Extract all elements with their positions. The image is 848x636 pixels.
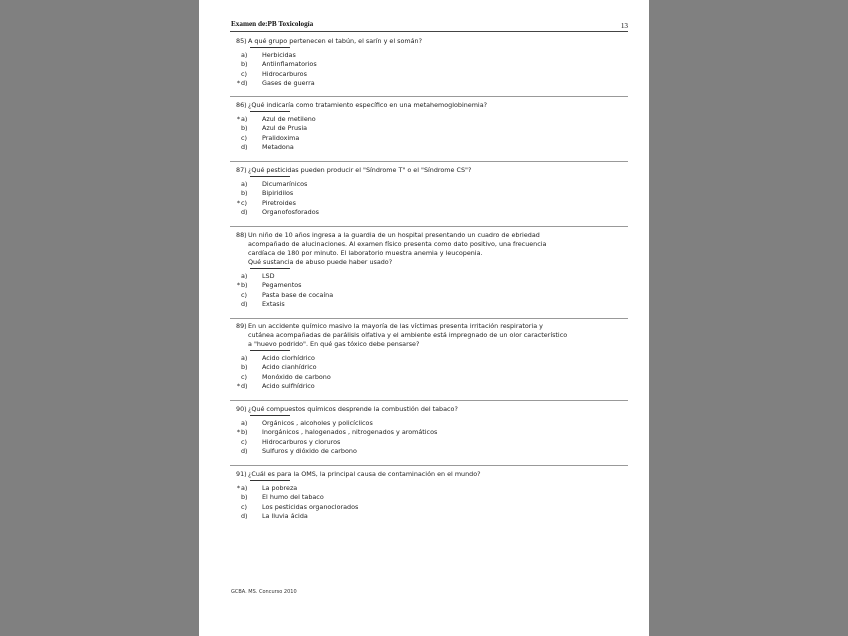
question-separator: [230, 96, 628, 97]
option-text: La lluvia ácida: [262, 511, 308, 520]
option-row: [236, 134, 628, 143]
question-stem: [236, 101, 628, 110]
option-text: Organofosforados: [262, 207, 319, 216]
option-row: [236, 354, 628, 363]
option-letter: d): [241, 446, 248, 455]
question-stem: [236, 37, 628, 46]
option-row: [236, 484, 628, 493]
option-text: Herbicidas: [262, 51, 296, 59]
option-row: [236, 180, 628, 189]
question-separator: [230, 226, 628, 227]
option-letter: d): [241, 78, 248, 87]
option-letter: c): [241, 69, 248, 78]
option-row: [236, 291, 628, 300]
option-row: [236, 115, 628, 124]
option-letter: a): [241, 51, 248, 59]
correct-answer-marker: *: [236, 198, 241, 207]
option-row: [236, 419, 628, 428]
footer-text: GCBA. MS. Concurso 2010: [231, 589, 297, 595]
option-letter: a): [241, 272, 248, 280]
option-row: [236, 428, 628, 437]
option-text: La pobreza: [262, 484, 298, 492]
option-letter: b): [241, 428, 248, 437]
question-underline: [250, 111, 290, 112]
option-row: [236, 199, 628, 208]
question-87: [236, 166, 628, 217]
option-text: El humo del tabaco: [262, 493, 324, 502]
question-89: [236, 322, 628, 391]
option-row: [236, 189, 628, 198]
option-text: Extasis: [262, 299, 285, 308]
option-letter: c): [241, 133, 248, 142]
option-row: [236, 79, 628, 88]
option-text: Azul de metileno: [262, 115, 316, 123]
option-text: Acido sulfhídrico: [262, 381, 315, 390]
option-letter: b): [241, 189, 248, 198]
option-text: Hidrocarburos: [262, 69, 307, 78]
question-88: [236, 231, 628, 309]
option-letter: b): [241, 124, 248, 133]
option-letter: b): [241, 60, 248, 69]
question-underline: [250, 268, 290, 269]
option-row: [236, 60, 628, 69]
option-text: Metadona: [262, 142, 294, 151]
question-text: A qué grupo pertenecen el tabún, el sarín y el somán?: [248, 37, 422, 45]
question-90: [236, 405, 628, 456]
question-85: [236, 37, 628, 88]
question-separator: [230, 400, 628, 401]
option-row: [236, 493, 628, 502]
option-text: Hidrocarburos y cloruros: [262, 437, 341, 446]
correct-answer-marker: *: [236, 281, 241, 290]
correct-answer-marker: *: [236, 428, 241, 437]
page-number: 13: [620, 22, 628, 30]
header-rule: [230, 31, 628, 32]
options-list: [236, 354, 628, 391]
option-text: Pegamentos: [262, 281, 302, 290]
option-text: Bipiridilos: [262, 189, 294, 198]
options-list: [236, 484, 628, 521]
options-list: [236, 419, 628, 456]
question-number: 88): [236, 231, 247, 239]
option-letter: d): [241, 299, 248, 308]
option-text: LSD: [262, 272, 275, 280]
option-text: Sulfuros y dióxido de carbono: [262, 446, 357, 455]
exam-page: [199, 0, 649, 636]
option-text: Monóxido de carbono: [262, 372, 331, 381]
question-text: ¿Cuál es para la OMS, la principal causa de contaminación en el mundo?: [248, 470, 481, 478]
question-stem: [236, 470, 628, 479]
option-text: Orgánicos , alcoholes y policíclicos: [262, 419, 373, 427]
option-letter: a): [241, 180, 248, 188]
options-list: [236, 115, 628, 152]
question-underline: [250, 415, 290, 416]
options-list: [236, 272, 628, 309]
option-text: Pralidoxima: [262, 133, 300, 142]
question-number: 89): [236, 322, 247, 330]
exam-title: Examen de:PB Toxicología: [231, 20, 314, 28]
option-text: Los pesticidas organoclorados: [262, 502, 359, 511]
option-letter: d): [241, 511, 248, 520]
option-letter: c): [241, 198, 248, 207]
option-text: Acido cianhídrico: [262, 363, 317, 372]
question-underline: [250, 176, 290, 177]
option-letter: d): [241, 142, 248, 151]
option-row: [236, 272, 628, 281]
option-letter: a): [241, 115, 248, 123]
option-row: [236, 363, 628, 372]
correct-answer-marker: *: [236, 115, 241, 123]
question-separator: [230, 161, 628, 162]
option-letter: a): [241, 484, 248, 492]
option-text: Gases de guerra: [262, 78, 315, 87]
option-row: [236, 70, 628, 79]
correct-answer-marker: *: [236, 484, 241, 492]
option-letter: a): [241, 354, 248, 362]
question-text: Un niño de 10 años ingresa a la guardia de un hospital presentando un cuadro de ebriedad acompañado de alucinaciones. Al examen físico presenta como dato positivo, una frecuencia cardíaca de 180 por minuto. El laboratorio muestra anemia y leucopenia. Qué sustancia de abuso puede haber usado?: [248, 231, 547, 266]
option-text: Azul de Prusia: [262, 124, 308, 133]
options-list: [236, 51, 628, 88]
option-text: Antiinflamatorios: [262, 60, 317, 69]
correct-answer-marker: *: [236, 381, 241, 390]
question-number: 90): [236, 405, 247, 413]
correct-answer-marker: *: [236, 78, 241, 87]
option-letter: c): [241, 290, 248, 299]
option-row: [236, 503, 628, 512]
question-91: [236, 470, 628, 521]
question-86: [236, 101, 628, 152]
question-text: ¿Qué indicaría como tratamiento específico en una metahemoglobinemia?: [248, 101, 488, 109]
question-stem: [236, 322, 628, 349]
option-row: [236, 51, 628, 60]
option-row: [236, 143, 628, 152]
option-letter: b): [241, 363, 248, 372]
question-number: 91): [236, 470, 247, 478]
question-text: ¿Qué compuestos químicos desprende la combustión del tabaco?: [248, 405, 458, 413]
question-underline: [250, 47, 290, 48]
option-row: [236, 438, 628, 447]
option-row: [236, 208, 628, 217]
option-row: [236, 447, 628, 456]
question-number: 85): [236, 37, 247, 45]
option-letter: d): [241, 381, 248, 390]
question-text: ¿Qué pesticidas pueden producir el "Síndrome T" o el "Síndrome CS"?: [248, 166, 472, 174]
question-underline: [250, 350, 290, 351]
option-row: [236, 124, 628, 133]
option-text: Piretroides: [262, 198, 296, 207]
question-underline: [250, 480, 290, 481]
option-letter: b): [241, 281, 248, 290]
option-text: Inorgánicos , halogenados , nitrogenados y aromáticos: [262, 428, 438, 437]
question-stem: [236, 166, 628, 175]
option-row: [236, 512, 628, 521]
option-letter: c): [241, 502, 248, 511]
option-text: Dicumarínicos: [262, 180, 308, 188]
option-row: [236, 281, 628, 290]
option-letter: c): [241, 372, 248, 381]
option-row: [236, 373, 628, 382]
option-row: [236, 382, 628, 391]
question-stem: [236, 231, 628, 267]
option-letter: d): [241, 207, 248, 216]
question-number: 87): [236, 166, 247, 174]
option-text: Pasta base de cocaína: [262, 290, 334, 299]
question-number: 86): [236, 101, 247, 109]
option-letter: c): [241, 437, 248, 446]
option-letter: a): [241, 419, 248, 427]
question-separator: [230, 465, 628, 466]
option-row: [236, 300, 628, 309]
option-text: Acido clorhídrico: [262, 354, 315, 362]
question-stem: [236, 405, 628, 414]
option-letter: b): [241, 493, 248, 502]
question-separator: [230, 318, 628, 319]
question-text: En un accidente químico masivo la mayoría de las víctimas presenta irritación respiratoria y cutánea acompañadas de parálisis olfativa y el ambiente está impregnado de un olor característico a "huevo podrido". En qué gas tóxico debe pensarse?: [248, 322, 568, 348]
options-list: [236, 180, 628, 217]
